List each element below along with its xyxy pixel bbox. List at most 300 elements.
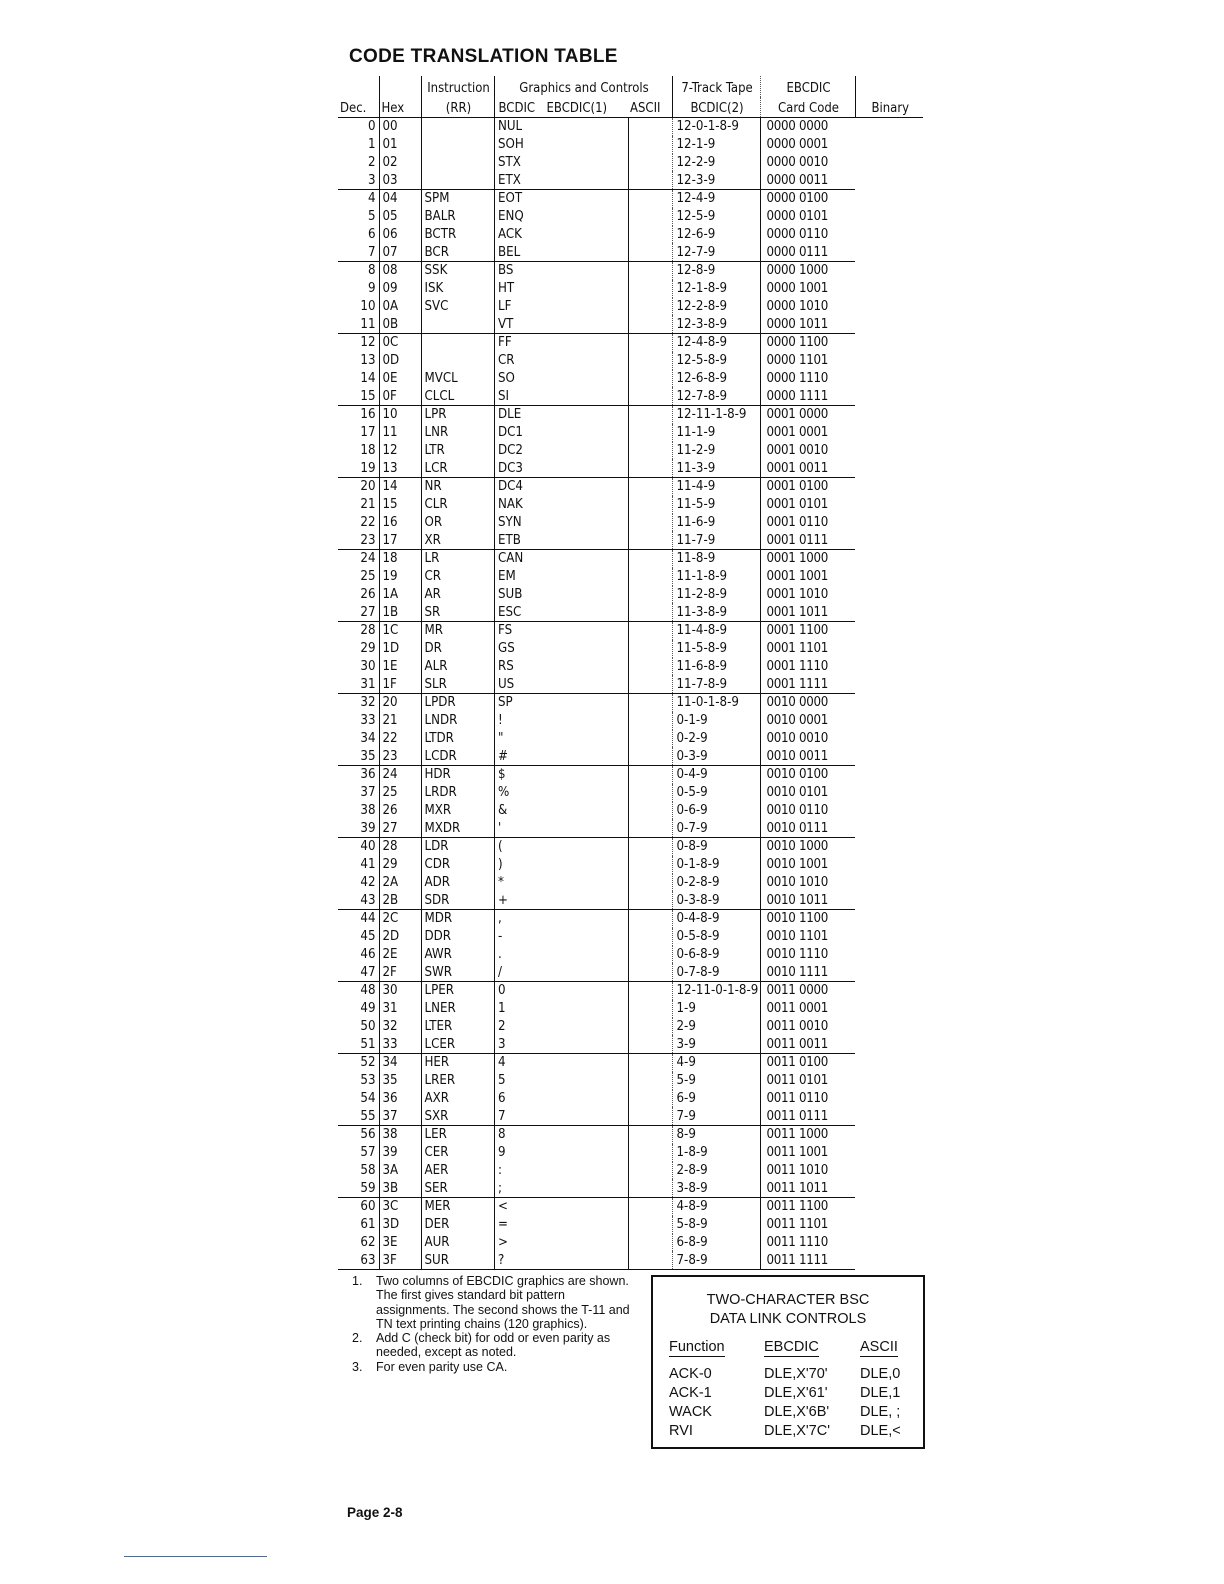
cell-dec: 52 bbox=[360, 1055, 376, 1071]
cell-ascii: NAK bbox=[498, 497, 523, 513]
cell-hex: 30 bbox=[379, 982, 421, 1000]
table-row bbox=[338, 1000, 923, 1018]
cell-instruction: HER bbox=[421, 1054, 494, 1072]
cell-instruction: SSK bbox=[421, 262, 494, 280]
cell-tape bbox=[628, 262, 672, 280]
table-row bbox=[338, 784, 923, 802]
cell-ascii: ) bbox=[498, 857, 503, 873]
cell-binary: 0000 1000 bbox=[760, 262, 855, 280]
cell-tape bbox=[628, 334, 672, 352]
cell-binary: 0001 0101 bbox=[760, 496, 855, 514]
cell-binary: 0010 0110 bbox=[760, 802, 855, 820]
cell-dec: 57 bbox=[360, 1145, 376, 1161]
cell-ascii: DC4 bbox=[498, 479, 523, 495]
bsc-col-function: Function bbox=[669, 1339, 725, 1355]
cell-instruction: BCTR bbox=[421, 226, 494, 244]
cell-card-code: 0-7-9 bbox=[672, 819, 760, 837]
cell-hex: 3A bbox=[379, 1162, 421, 1180]
cell-hex: 02 bbox=[379, 154, 421, 172]
cell-card-code: 11-3-9 bbox=[672, 459, 760, 477]
cell-hex: 24 bbox=[379, 766, 421, 784]
cell-tape bbox=[628, 1090, 672, 1108]
bsc-col-ebcdic: EBCDIC bbox=[764, 1339, 819, 1355]
cell-hex: 26 bbox=[379, 802, 421, 820]
cell-ascii: * bbox=[498, 874, 504, 890]
cell-card-code: 5-9 bbox=[672, 1072, 760, 1090]
cell-card-code: 0-6-8-9 bbox=[672, 946, 760, 964]
cell-binary: 0011 1101 bbox=[760, 1216, 855, 1234]
cell-binary: 0010 1110 bbox=[760, 946, 855, 964]
cell-instruction: SVC bbox=[421, 298, 494, 316]
table-row bbox=[338, 928, 923, 946]
cell-hex: 18 bbox=[379, 550, 421, 568]
cell-tape bbox=[628, 802, 672, 820]
cell-binary: 0011 0110 bbox=[760, 1090, 855, 1108]
cell-tape bbox=[628, 496, 672, 514]
table-row bbox=[338, 1107, 923, 1125]
cell-ascii: SYN bbox=[498, 514, 522, 530]
cell-ascii: LF bbox=[498, 298, 512, 314]
cell-binary: 0000 0010 bbox=[760, 154, 855, 172]
bsc-row: RVI DLE,X'7C' DLE,< bbox=[669, 1423, 901, 1439]
cell-card-code: 11-2-8-9 bbox=[672, 586, 760, 604]
cell-card-code: 11-6-8-9 bbox=[672, 658, 760, 676]
cell-binary: 0001 0111 bbox=[760, 531, 855, 549]
table-row bbox=[338, 891, 923, 909]
table-row bbox=[338, 190, 923, 208]
cell-hex: 12 bbox=[379, 442, 421, 460]
cell-instruction: SUR bbox=[421, 1251, 494, 1269]
table-row bbox=[338, 171, 923, 189]
cell-tape bbox=[628, 963, 672, 981]
cell-dec: 10 bbox=[360, 298, 376, 314]
cell-hex: 27 bbox=[379, 819, 421, 837]
cell-ascii: CR bbox=[498, 353, 515, 369]
cell-instruction: LRDR bbox=[421, 784, 494, 802]
cell-instruction: LRER bbox=[421, 1072, 494, 1090]
cell-instruction: LTDR bbox=[421, 730, 494, 748]
cell-hex: 1A bbox=[379, 586, 421, 604]
table-row bbox=[338, 496, 923, 514]
table-row bbox=[338, 370, 923, 388]
cell-binary: 0000 0111 bbox=[760, 243, 855, 261]
cell-ascii: & bbox=[498, 802, 508, 818]
cell-ascii: US bbox=[494, 675, 628, 693]
cell-instruction: LER bbox=[421, 1126, 494, 1144]
cell-card-code: 11-1-9 bbox=[672, 424, 760, 442]
cell-dec: 0 bbox=[367, 119, 376, 135]
cell-instruction: DR bbox=[421, 640, 494, 658]
cell-tape bbox=[628, 694, 672, 712]
table-row bbox=[338, 586, 923, 604]
cell-tape bbox=[628, 1144, 672, 1162]
cell-ascii: 4 bbox=[498, 1055, 506, 1071]
footnote-2: 2. Add C (check bit) for odd or even parity as needed, except as noted. bbox=[352, 1331, 611, 1360]
cell-instruction bbox=[421, 118, 494, 136]
cell-ascii: SI bbox=[494, 387, 628, 405]
cell-dec: 42 bbox=[360, 874, 376, 890]
table-row bbox=[338, 874, 923, 892]
cell-hex: 31 bbox=[379, 1000, 421, 1018]
header-ebcdic: EBCDIC(1) bbox=[546, 101, 608, 116]
table-row bbox=[338, 1090, 923, 1108]
cell-dec: 4 bbox=[367, 191, 376, 207]
table-row bbox=[338, 747, 923, 765]
table-row bbox=[338, 531, 923, 549]
cell-card-code: 11-5-8-9 bbox=[672, 640, 760, 658]
cell-hex: 33 bbox=[379, 1035, 421, 1053]
cell-tape bbox=[628, 1054, 672, 1072]
cell-tape bbox=[628, 280, 672, 298]
page-number: Page 2-8 bbox=[347, 1505, 403, 1520]
cell-dec: 47 bbox=[338, 963, 379, 981]
bsc-col-ascii: ASCII bbox=[860, 1339, 898, 1355]
table-row bbox=[338, 315, 923, 333]
cell-dec: 33 bbox=[360, 713, 376, 729]
cell-dec: 35 bbox=[338, 747, 379, 765]
cell-dec: 34 bbox=[360, 730, 376, 746]
cell-dec: 18 bbox=[360, 442, 376, 458]
cell-instruction: LNR bbox=[421, 424, 494, 442]
header-ascii: ASCII bbox=[628, 97, 672, 118]
cell-card-code: 12-4-8-9 bbox=[672, 334, 760, 352]
cell-dec: 41 bbox=[360, 857, 376, 873]
table-row bbox=[338, 1198, 923, 1216]
cell-hex: 08 bbox=[379, 262, 421, 280]
table-row bbox=[338, 819, 923, 837]
cell-card-code: 7-8-9 bbox=[672, 1251, 760, 1269]
cell-card-code: 11-4-9 bbox=[672, 478, 760, 496]
cell-instruction bbox=[421, 352, 494, 370]
cell-ascii: NUL bbox=[498, 119, 523, 135]
cell-instruction: SLR bbox=[421, 675, 494, 693]
cell-binary: 0010 0100 bbox=[760, 766, 855, 784]
cell-instruction: MR bbox=[421, 622, 494, 640]
cell-card-code: 12-11-1-8-9 bbox=[672, 406, 760, 424]
cell-binary: 0001 0110 bbox=[760, 514, 855, 532]
cell-tape bbox=[628, 171, 672, 189]
cell-hex: 0C bbox=[379, 334, 421, 352]
cell-dec: 29 bbox=[360, 641, 376, 657]
cell-dec: 32 bbox=[360, 695, 376, 711]
cell-hex: 1D bbox=[379, 640, 421, 658]
cell-instruction: LTR bbox=[421, 442, 494, 460]
cell-instruction: SER bbox=[421, 1179, 494, 1197]
cell-ascii: VT bbox=[494, 315, 628, 333]
cell-binary: 0001 1001 bbox=[760, 568, 855, 586]
cell-instruction bbox=[421, 136, 494, 154]
cell-ascii: BS bbox=[498, 263, 514, 279]
table-row bbox=[338, 1126, 923, 1144]
cell-tape bbox=[628, 370, 672, 388]
cell-tape bbox=[628, 1198, 672, 1216]
cell-ascii: 7 bbox=[494, 1107, 628, 1125]
cell-tape bbox=[628, 891, 672, 909]
cell-binary: 0010 0001 bbox=[760, 712, 855, 730]
cell-card-code: 2-8-9 bbox=[672, 1162, 760, 1180]
table-row bbox=[338, 730, 923, 748]
cell-binary: 0010 1010 bbox=[760, 874, 855, 892]
cell-hex: 1F bbox=[379, 675, 421, 693]
table-row bbox=[338, 298, 923, 316]
cell-hex: 3D bbox=[379, 1216, 421, 1234]
cell-instruction: SWR bbox=[421, 963, 494, 981]
cell-hex: 11 bbox=[379, 424, 421, 442]
cell-instruction: ALR bbox=[421, 658, 494, 676]
table-row bbox=[338, 1234, 923, 1252]
cell-hex: 16 bbox=[379, 514, 421, 532]
cell-hex: 0F bbox=[379, 387, 421, 405]
cell-ascii: 5 bbox=[498, 1073, 506, 1089]
cell-hex: 3C bbox=[379, 1198, 421, 1216]
table-row bbox=[338, 406, 923, 424]
table-row bbox=[338, 712, 923, 730]
cell-instruction bbox=[421, 334, 494, 352]
bsc-table bbox=[669, 1339, 913, 1441]
cell-dec: 6 bbox=[367, 226, 376, 242]
cell-binary: 0000 0011 bbox=[760, 171, 855, 189]
cell-binary: 0000 0000 bbox=[760, 118, 855, 136]
cell-tape bbox=[628, 1126, 672, 1144]
cell-ascii: - bbox=[498, 929, 503, 945]
cell-ascii: , bbox=[498, 911, 502, 927]
cell-instruction: OR bbox=[421, 514, 494, 532]
cell-card-code: 12-2-8-9 bbox=[672, 298, 760, 316]
cell-ascii: RS bbox=[498, 658, 514, 674]
cell-instruction: AUR bbox=[421, 1234, 494, 1252]
cell-dec: 53 bbox=[360, 1073, 376, 1089]
table-row bbox=[338, 982, 923, 1000]
cell-binary: 0001 0010 bbox=[760, 442, 855, 460]
table-row bbox=[338, 640, 923, 658]
cell-hex: 21 bbox=[379, 712, 421, 730]
cell-ascii: SO bbox=[498, 370, 515, 386]
cell-binary: 0000 1100 bbox=[760, 334, 855, 352]
cell-binary: 0001 1100 bbox=[760, 622, 855, 640]
header-graphics: Graphics and Controls bbox=[494, 76, 672, 97]
header-binary: Binary bbox=[855, 97, 923, 118]
cell-dec: 1 bbox=[367, 137, 376, 153]
cell-card-code: 11-6-9 bbox=[672, 514, 760, 532]
cell-tape bbox=[628, 226, 672, 244]
cell-ascii: = bbox=[498, 1217, 508, 1233]
cell-hex: 39 bbox=[379, 1144, 421, 1162]
cell-hex: 25 bbox=[379, 784, 421, 802]
cell-binary: 0011 1110 bbox=[760, 1234, 855, 1252]
cell-card-code: 7-9 bbox=[672, 1107, 760, 1125]
table-row bbox=[338, 1144, 923, 1162]
cell-card-code: 11-1-8-9 bbox=[672, 568, 760, 586]
cell-instruction: HDR bbox=[421, 766, 494, 784]
cell-dec: 5 bbox=[367, 209, 376, 225]
table-row bbox=[338, 352, 923, 370]
cell-instruction: XR bbox=[421, 531, 494, 549]
table-row bbox=[338, 262, 923, 280]
cell-instruction bbox=[421, 154, 494, 172]
cell-card-code: 11-3-8-9 bbox=[672, 603, 760, 621]
cell-ascii: DC2 bbox=[498, 442, 523, 458]
header-hex-top bbox=[379, 76, 421, 97]
cell-dec: 28 bbox=[360, 623, 376, 639]
cell-binary: 0011 0111 bbox=[760, 1107, 855, 1125]
cell-tape bbox=[628, 819, 672, 837]
cell-tape bbox=[628, 531, 672, 549]
bsc-row: WACK DLE,X'6B' DLE, ; bbox=[669, 1404, 901, 1420]
table-row bbox=[338, 208, 923, 226]
table-row bbox=[338, 459, 923, 477]
footnote-1: 1. Two columns of EBCDIC graphics are shown. The first gives standard bit pattern assignments. The second shows the T-11 and TN text printing chains (120 graphics). bbox=[352, 1274, 630, 1331]
cell-instruction: LCER bbox=[421, 1035, 494, 1053]
table-row bbox=[338, 1035, 923, 1053]
cell-dec: 14 bbox=[360, 370, 376, 386]
cell-hex: 1B bbox=[379, 603, 421, 621]
cell-instruction: LPER bbox=[421, 982, 494, 1000]
cell-ascii: ( bbox=[498, 839, 503, 855]
cell-binary: 0001 1110 bbox=[760, 658, 855, 676]
cell-card-code: 12-6-8-9 bbox=[672, 370, 760, 388]
cell-tape bbox=[628, 1107, 672, 1125]
cell-binary: 0010 1101 bbox=[760, 928, 855, 946]
cell-card-code: 0-3-8-9 bbox=[672, 891, 760, 909]
cell-hex: 32 bbox=[379, 1018, 421, 1036]
cell-instruction: DDR bbox=[421, 928, 494, 946]
header-tape-sub: BCDIC(2) bbox=[672, 97, 760, 118]
cell-card-code: 12-6-9 bbox=[672, 226, 760, 244]
cell-instruction: LPR bbox=[421, 406, 494, 424]
cell-card-code: 0-4-9 bbox=[672, 766, 760, 784]
table-row bbox=[338, 442, 923, 460]
cell-ascii: 9 bbox=[498, 1145, 506, 1161]
cell-hex: 29 bbox=[379, 856, 421, 874]
cell-ascii: SP bbox=[498, 695, 513, 711]
cell-ascii: 1 bbox=[498, 1001, 506, 1017]
table-row bbox=[338, 1162, 923, 1180]
cell-instruction: CER bbox=[421, 1144, 494, 1162]
cell-binary: 0000 1011 bbox=[760, 315, 855, 333]
cell-binary: 0011 0001 bbox=[760, 1000, 855, 1018]
cell-tape bbox=[628, 747, 672, 765]
header-bcdic: BCDIC bbox=[498, 101, 536, 116]
cell-instruction: SR bbox=[421, 603, 494, 621]
cell-dec: 61 bbox=[360, 1217, 376, 1233]
cell-instruction: LTER bbox=[421, 1018, 494, 1036]
cell-dec: 11 bbox=[338, 315, 379, 333]
cell-card-code: 12-1-8-9 bbox=[672, 280, 760, 298]
cell-ascii: 8 bbox=[498, 1127, 506, 1143]
cell-tape bbox=[628, 982, 672, 1000]
cell-binary: 0011 1000 bbox=[760, 1126, 855, 1144]
cell-hex: 17 bbox=[379, 531, 421, 549]
cell-dec: 30 bbox=[360, 658, 376, 674]
cell-ascii: # bbox=[494, 747, 628, 765]
cell-hex: 2F bbox=[379, 963, 421, 981]
cell-tape bbox=[628, 459, 672, 477]
table-row bbox=[338, 963, 923, 981]
cell-instruction: LPDR bbox=[421, 694, 494, 712]
cell-tape bbox=[628, 298, 672, 316]
cell-instruction: ISK bbox=[421, 280, 494, 298]
bsc-title: TWO-CHARACTER BSC DATA LINK CONTROLS bbox=[706, 1292, 870, 1327]
cell-dec: 2 bbox=[367, 154, 376, 170]
cell-hex: 20 bbox=[379, 694, 421, 712]
cell-tape bbox=[628, 856, 672, 874]
cell-tape bbox=[628, 1072, 672, 1090]
cell-instruction: DER bbox=[421, 1216, 494, 1234]
table-row bbox=[338, 622, 923, 640]
cell-card-code: 12-7-8-9 bbox=[672, 387, 760, 405]
table-row bbox=[338, 334, 923, 352]
table-row bbox=[338, 658, 923, 676]
table-row bbox=[338, 1179, 923, 1197]
cell-instruction: CLCL bbox=[421, 387, 494, 405]
table-row bbox=[338, 550, 923, 568]
cell-binary: 0011 1001 bbox=[760, 1144, 855, 1162]
cell-tape bbox=[628, 568, 672, 586]
cell-tape bbox=[628, 766, 672, 784]
footnotes bbox=[352, 1274, 642, 1374]
cell-tape bbox=[628, 1018, 672, 1036]
cell-hex: 1E bbox=[379, 658, 421, 676]
header-tape: 7-Track Tape bbox=[672, 76, 760, 97]
cell-tape bbox=[628, 406, 672, 424]
cell-ascii: $ bbox=[498, 767, 506, 783]
cell-tape bbox=[628, 478, 672, 496]
cell-ascii: STX bbox=[498, 154, 521, 170]
cell-tape bbox=[628, 784, 672, 802]
bsc-row: ACK-1 DLE,X'61' DLE,1 bbox=[669, 1385, 901, 1401]
cell-instruction: SDR bbox=[421, 891, 494, 909]
cell-instruction: NR bbox=[421, 478, 494, 496]
cell-card-code: 0-2-8-9 bbox=[672, 874, 760, 892]
table-row bbox=[338, 136, 923, 154]
cell-instruction: MDR bbox=[421, 910, 494, 928]
cell-ascii: DC3 bbox=[494, 459, 628, 477]
cell-tape bbox=[628, 387, 672, 405]
cell-instruction: LDR bbox=[421, 838, 494, 856]
cell-tape bbox=[628, 1162, 672, 1180]
cell-hex: 35 bbox=[379, 1072, 421, 1090]
cell-hex: 23 bbox=[379, 747, 421, 765]
cell-tape bbox=[628, 550, 672, 568]
cell-hex: 34 bbox=[379, 1054, 421, 1072]
cell-tape bbox=[628, 675, 672, 693]
cell-hex: 3F bbox=[379, 1251, 421, 1269]
cell-binary: 0011 1010 bbox=[760, 1162, 855, 1180]
cell-binary: 0001 0000 bbox=[760, 406, 855, 424]
cell-hex: 0B bbox=[379, 315, 421, 333]
cell-tape bbox=[628, 730, 672, 748]
header-dec-top bbox=[338, 76, 379, 97]
cell-tape bbox=[628, 442, 672, 460]
cell-ascii: HT bbox=[498, 281, 515, 297]
cell-ascii: " bbox=[498, 730, 504, 746]
cell-tape bbox=[628, 1035, 672, 1053]
cell-card-code: 12-3-8-9 bbox=[672, 315, 760, 333]
cell-instruction: CR bbox=[421, 568, 494, 586]
cell-instruction: LR bbox=[421, 550, 494, 568]
cell-ascii: ETB bbox=[494, 531, 628, 549]
cell-dec: 16 bbox=[360, 407, 376, 423]
cell-hex: 07 bbox=[379, 243, 421, 261]
cell-card-code: 11-8-9 bbox=[672, 550, 760, 568]
cell-tape bbox=[628, 658, 672, 676]
cell-hex: 13 bbox=[379, 459, 421, 477]
table-row bbox=[338, 424, 923, 442]
cell-binary: 0011 0010 bbox=[760, 1018, 855, 1036]
cell-ascii: DC1 bbox=[498, 425, 523, 441]
cell-ascii: ETX bbox=[494, 171, 628, 189]
cell-ascii: CAN bbox=[498, 551, 524, 567]
